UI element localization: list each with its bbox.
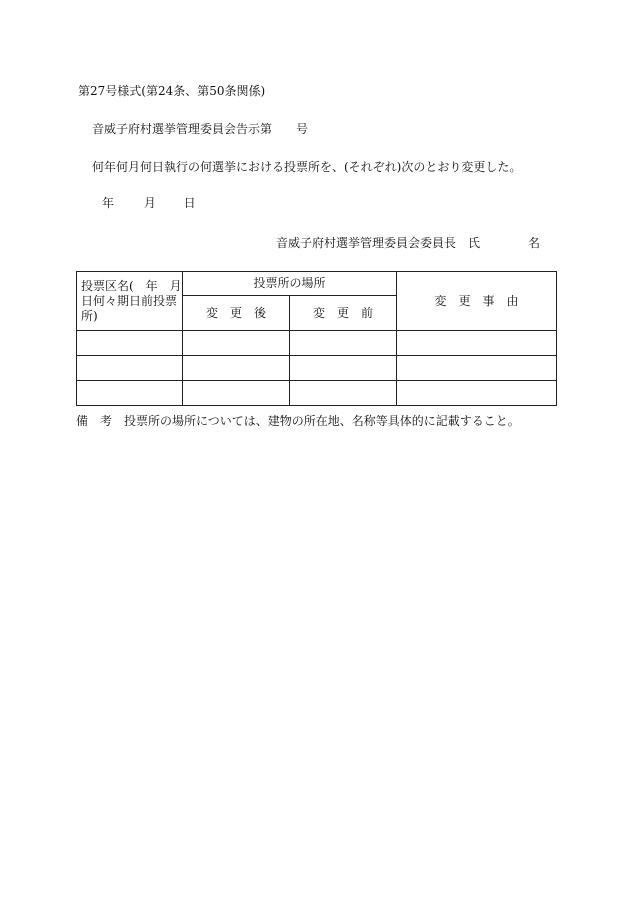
district-header: 投票区名( 年 月 日何々期日前投票所)	[77, 272, 183, 331]
before-cell[interactable]	[290, 381, 397, 406]
reason-cell[interactable]	[397, 331, 557, 356]
date-line	[102, 196, 196, 210]
table-row	[77, 381, 557, 406]
form-number: 第27号様式(第24条、第50条関係)	[78, 84, 266, 98]
before-cell[interactable]	[290, 331, 397, 356]
before-cell[interactable]	[290, 356, 397, 381]
after-cell[interactable]	[183, 356, 290, 381]
district-cell[interactable]	[77, 331, 183, 356]
reason-header: 変 更 事 由	[397, 272, 557, 331]
date-year: 年	[102, 196, 115, 210]
district-cell[interactable]	[77, 381, 183, 406]
change-table	[76, 271, 557, 406]
before-header: 変 更 前	[290, 296, 397, 331]
after-cell[interactable]	[183, 381, 290, 406]
signer-title: 音威子府村選挙管理委員会委員長 氏	[276, 236, 481, 250]
date-day: 日	[183, 196, 196, 210]
after-cell[interactable]	[183, 331, 290, 356]
signer-line	[276, 236, 540, 250]
notice-number: 音威子府村選挙管理委員会告示第 号	[92, 122, 309, 136]
reason-cell[interactable]	[397, 356, 557, 381]
signer-name-suffix: 名	[528, 236, 541, 250]
reason-cell[interactable]	[397, 381, 557, 406]
remarks-note: 備 考 投票所の場所については、建物の所在地、名称等具体的に記載すること。	[76, 414, 520, 428]
table-row	[77, 356, 557, 381]
after-header: 変 更 後	[183, 296, 290, 331]
table-row	[77, 331, 557, 356]
location-header: 投票所の場所	[183, 272, 397, 296]
district-cell[interactable]	[77, 356, 183, 381]
date-month: 月	[143, 196, 156, 210]
notice-body: 何年何月何日執行の何選挙における投票所を、(それぞれ)次のとおり変更した。	[92, 160, 522, 174]
